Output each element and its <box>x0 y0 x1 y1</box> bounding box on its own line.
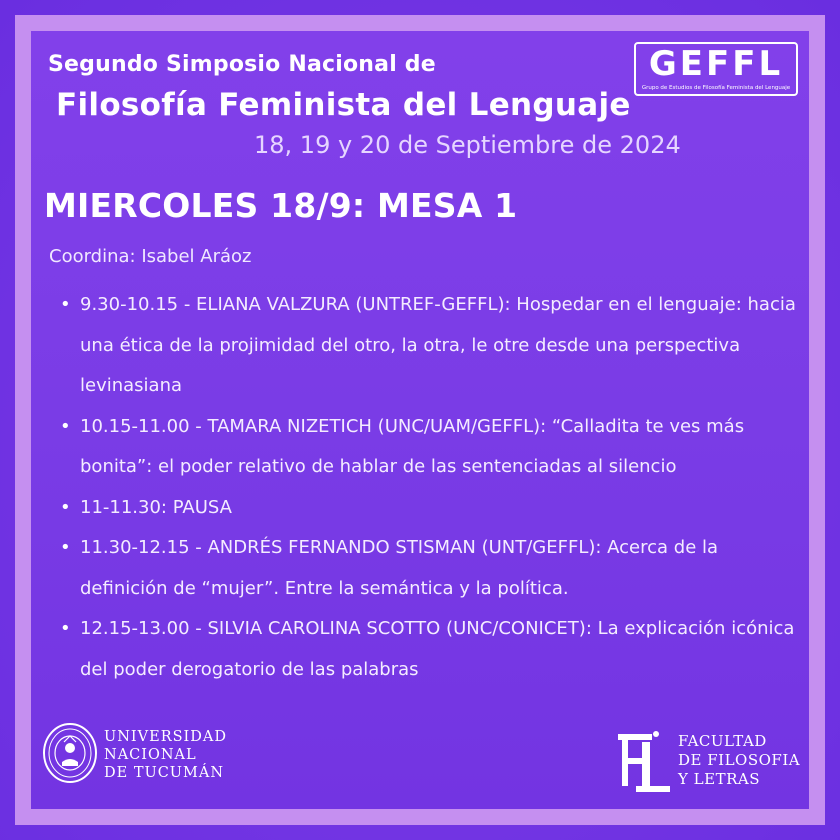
university-seal-icon <box>42 722 98 784</box>
geffl-logo <box>634 42 798 96</box>
schedule-item: • 9.30-10.15 - ELIANA VALZURA (UNTREF-GEFFL): Hospedar en el lenguaje: hacia una ética de la projimidad del otro, la otra, le otre desde una perspectiva levinasiana <box>60 285 800 407</box>
fl-monogram-icon <box>612 728 676 798</box>
session-title: MIERCOLES 18/9: MESA 1 <box>44 186 518 225</box>
unt-name: UNIVERSIDAD NACIONAL DE TUCUMÁN <box>104 729 227 781</box>
schedule-item: • 11.30-12.15 - ANDRÉS FERNANDO STISMAN (UNT/GEFFL): Acerca de la definición de “mujer”. Entre la semántica y la política. <box>60 528 800 609</box>
symposium-title: Filosofía Feminista del Lenguaje <box>56 87 631 123</box>
symposium-subtitle: Segundo Simposio Nacional de <box>48 52 436 77</box>
session-coordinator: Coordina: Isabel Aráoz <box>49 246 252 267</box>
ffyl-logo <box>612 728 812 798</box>
geffl-logo-name: GEFFL <box>648 44 784 84</box>
session-schedule <box>60 285 800 690</box>
unt-logo <box>42 722 242 792</box>
schedule-item: • 12.15-13.00 - SILVIA CAROLINA SCOTTO (UNC/CONICET): La explicación icónica del poder derogatorio de las palabras <box>60 609 800 690</box>
ffyl-name: FACULTAD DE FILOSOFIA Y LETRAS <box>678 732 801 788</box>
geffl-logo-subtitle: Grupo de Estudios de Filosofía Feminista del Lenguaje <box>641 85 791 91</box>
symposium-dates: 18, 19 y 20 de Septiembre de 2024 <box>254 131 681 159</box>
schedule-item: • 11-11.30: PAUSA <box>60 488 800 529</box>
schedule-item: • 10.15-11.00 - TAMARA NIZETICH (UNC/UAM/GEFFL): “Calladita te ves más bonita”: el poder relativo de hablar de las sentenciadas al silencio <box>60 407 800 488</box>
